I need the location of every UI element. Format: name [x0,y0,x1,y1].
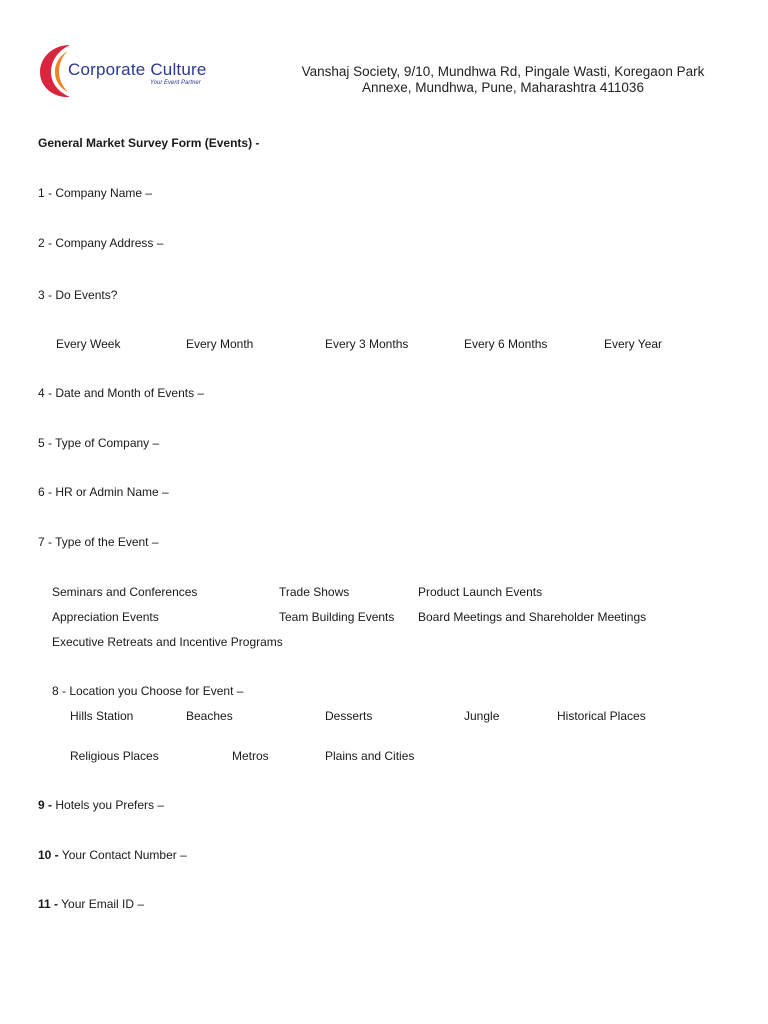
option-hills-station[interactable]: Hills Station [70,709,134,723]
option-appreciation-events[interactable]: Appreciation Events [52,610,159,624]
option-every-week[interactable]: Every Week [56,337,121,351]
option-jungle[interactable]: Jungle [464,709,500,723]
option-beaches[interactable]: Beaches [186,709,233,723]
option-executive-retreats[interactable]: Executive Retreats and Incentive Programs [52,635,283,649]
address-line-1: Vanshaj Society, 9/10, Mundhwa Rd, Pingale Wasti, Koregaon Park [301,64,705,79]
question-number: 9 - [38,798,53,812]
option-desserts[interactable]: Desserts [325,709,373,723]
question-date-month: 4 - Date and Month of Events – [38,386,205,400]
question-text: Hotels you Prefers – [52,798,165,812]
question-text: Your Contact Number – [58,848,187,862]
option-metros[interactable]: Metros [232,749,269,763]
form-title: General Market Survey Form (Events) - [38,136,260,150]
question-text: Your Email ID – [58,897,145,911]
option-board-meetings[interactable]: Board Meetings and Shareholder Meetings [418,610,647,624]
question-number: 10 - [38,848,59,862]
option-every-month[interactable]: Every Month [186,337,254,351]
option-plains-cities[interactable]: Plains and Cities [325,749,415,763]
logo-brand-text: Corporate Culture [68,60,207,79]
question-event-type: 7 - Type of the Event – [38,535,159,549]
option-historical-places[interactable]: Historical Places [557,709,646,723]
option-team-building[interactable]: Team Building Events [279,610,395,624]
option-every-3-months[interactable]: Every 3 Months [325,337,409,351]
question-company-name: 1 - Company Name – [38,186,153,200]
question-company-type: 5 - Type of Company – [38,436,160,450]
question-hr-admin-name: 6 - HR or Admin Name – [38,485,169,499]
logo-tagline: Your Event Partner [150,80,201,86]
option-every-6-months[interactable]: Every 6 Months [464,337,548,351]
question-do-events: 3 - Do Events? [38,288,118,302]
question-number: 11 - [38,897,59,911]
option-trade-shows[interactable]: Trade Shows [279,585,350,599]
question-hotels [38,798,164,812]
option-seminars-conferences[interactable]: Seminars and Conferences [52,585,198,599]
question-location: 8 - Location you Choose for Event – [52,684,244,698]
question-contact-number [38,848,187,862]
question-company-address: 2 - Company Address – [38,236,164,250]
option-product-launch[interactable]: Product Launch Events [418,585,543,599]
question-email [38,897,144,911]
address-line-2: Annexe, Mundhwa, Pune, Maharashtra 411036 [362,80,644,95]
option-religious-places[interactable]: Religious Places [70,749,159,763]
option-every-year[interactable]: Every Year [604,337,663,351]
